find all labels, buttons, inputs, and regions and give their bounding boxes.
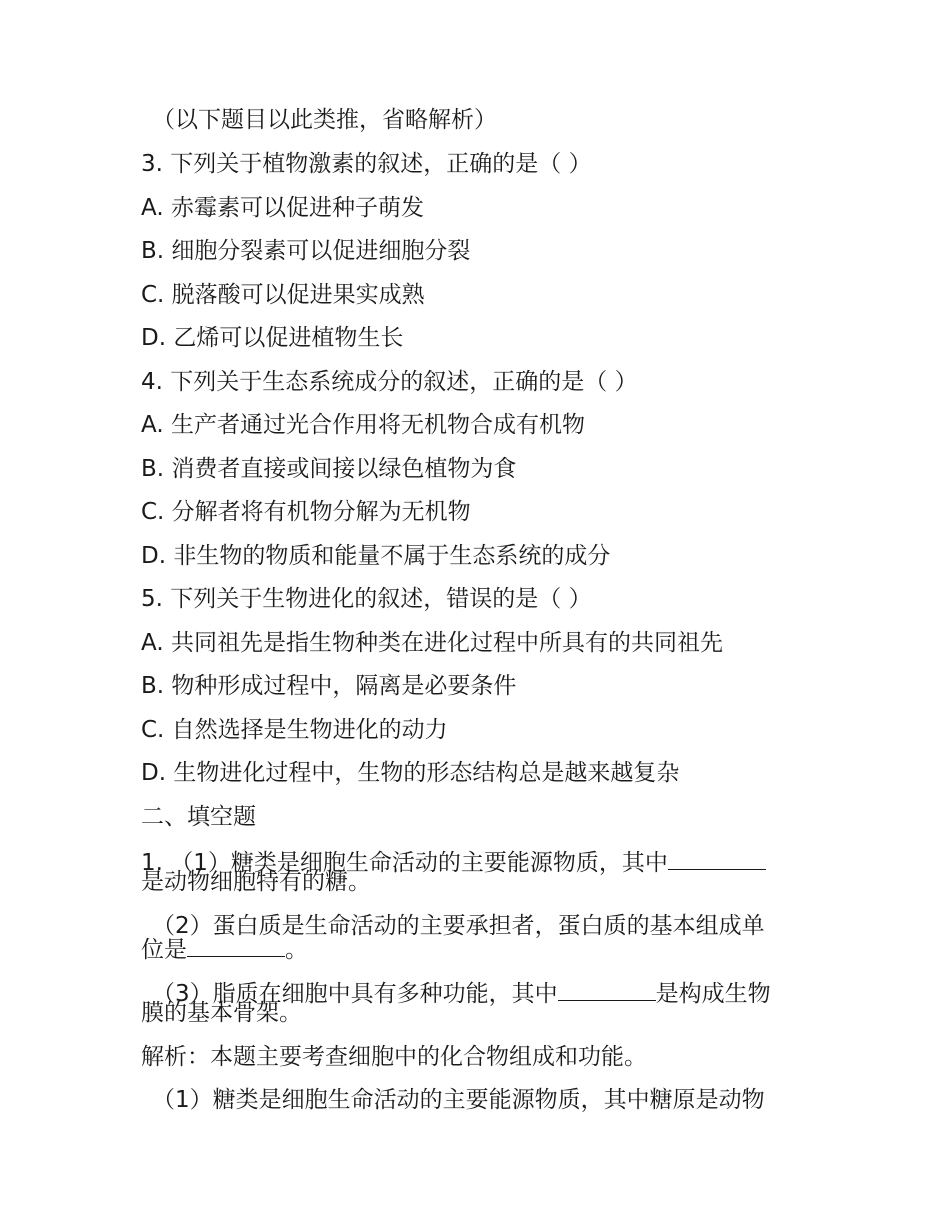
question-3-option-a: A. 赤霉素可以促进种子萌发 bbox=[141, 195, 424, 221]
fill-item-1-text: 1. （1）糖类是细胞生命活动的主要能源物质，其中 bbox=[141, 850, 668, 876]
question-4-stem: 4. 下列关于生态系统成分的叙述，正确的是（ ） bbox=[141, 369, 638, 395]
fill-item-3-text-after: 是构成生物 bbox=[655, 981, 771, 1007]
question-3-option-c: C. 脱落酸可以促进果实成熟 bbox=[141, 282, 425, 308]
question-3-stem: 3. 下列关于植物激素的叙述，正确的是（ ） bbox=[141, 151, 592, 177]
question-4-option-b: B. 消费者直接或间接以绿色植物为食 bbox=[141, 456, 517, 482]
fill-item-2: （2）蛋白质是生命活动的主要承担者，蛋白质的基本组成单 bbox=[152, 913, 765, 939]
section-title: 二、填空题 bbox=[141, 804, 256, 830]
question-3-option-d: D. 乙烯可以促进植物生长 bbox=[141, 325, 404, 351]
question-4-option-a: A. 生产者通过光合作用将无机物合成有机物 bbox=[141, 412, 585, 438]
answer-blank bbox=[558, 978, 656, 1001]
fill-item-3-continuation: 膜的基本骨架。 bbox=[141, 1000, 302, 1026]
fill-item-3-text: （3）脂质在细胞中具有多种功能，其中 bbox=[152, 981, 558, 1007]
question-5-option-a: A. 共同祖先是指生物种类在进化过程中所具有的共同祖先 bbox=[141, 630, 723, 656]
answer-blank bbox=[187, 934, 285, 957]
fill-item-2-continuation-text: 位是 bbox=[141, 937, 187, 963]
question-5-stem: 5. 下列关于生物进化的叙述，错误的是（ ） bbox=[141, 586, 592, 612]
question-5-option-c: C. 自然选择是生物进化的动力 bbox=[141, 717, 448, 743]
question-5-option-d: D. 生物进化过程中，生物的形态结构总是越来越复杂 bbox=[141, 760, 680, 786]
answer-blank bbox=[668, 847, 766, 870]
question-5-option-b: B. 物种形成过程中，隔离是必要条件 bbox=[141, 673, 517, 699]
question-4-option-d: D. 非生物的物质和能量不属于生态系统的成分 bbox=[141, 543, 611, 569]
fill-item-1-continuation: 是动物细胞特有的糖。 bbox=[141, 869, 371, 895]
analysis-label: 解析：本题主要考查细胞中的化合物组成和功能。 bbox=[141, 1044, 647, 1070]
question-4-option-c: C. 分解者将有机物分解为无机物 bbox=[141, 499, 471, 525]
fill-item-2-continuation bbox=[141, 934, 308, 964]
question-3-option-b: B. 细胞分裂素可以促进细胞分裂 bbox=[141, 238, 471, 264]
note-line: （以下题目以此类推，省略解析） bbox=[152, 107, 497, 133]
fill-item-2-continuation-end: 。 bbox=[285, 937, 308, 963]
analysis-text: （1）糖类是细胞生命活动的主要能源物质，其中糖原是动物 bbox=[152, 1087, 765, 1113]
